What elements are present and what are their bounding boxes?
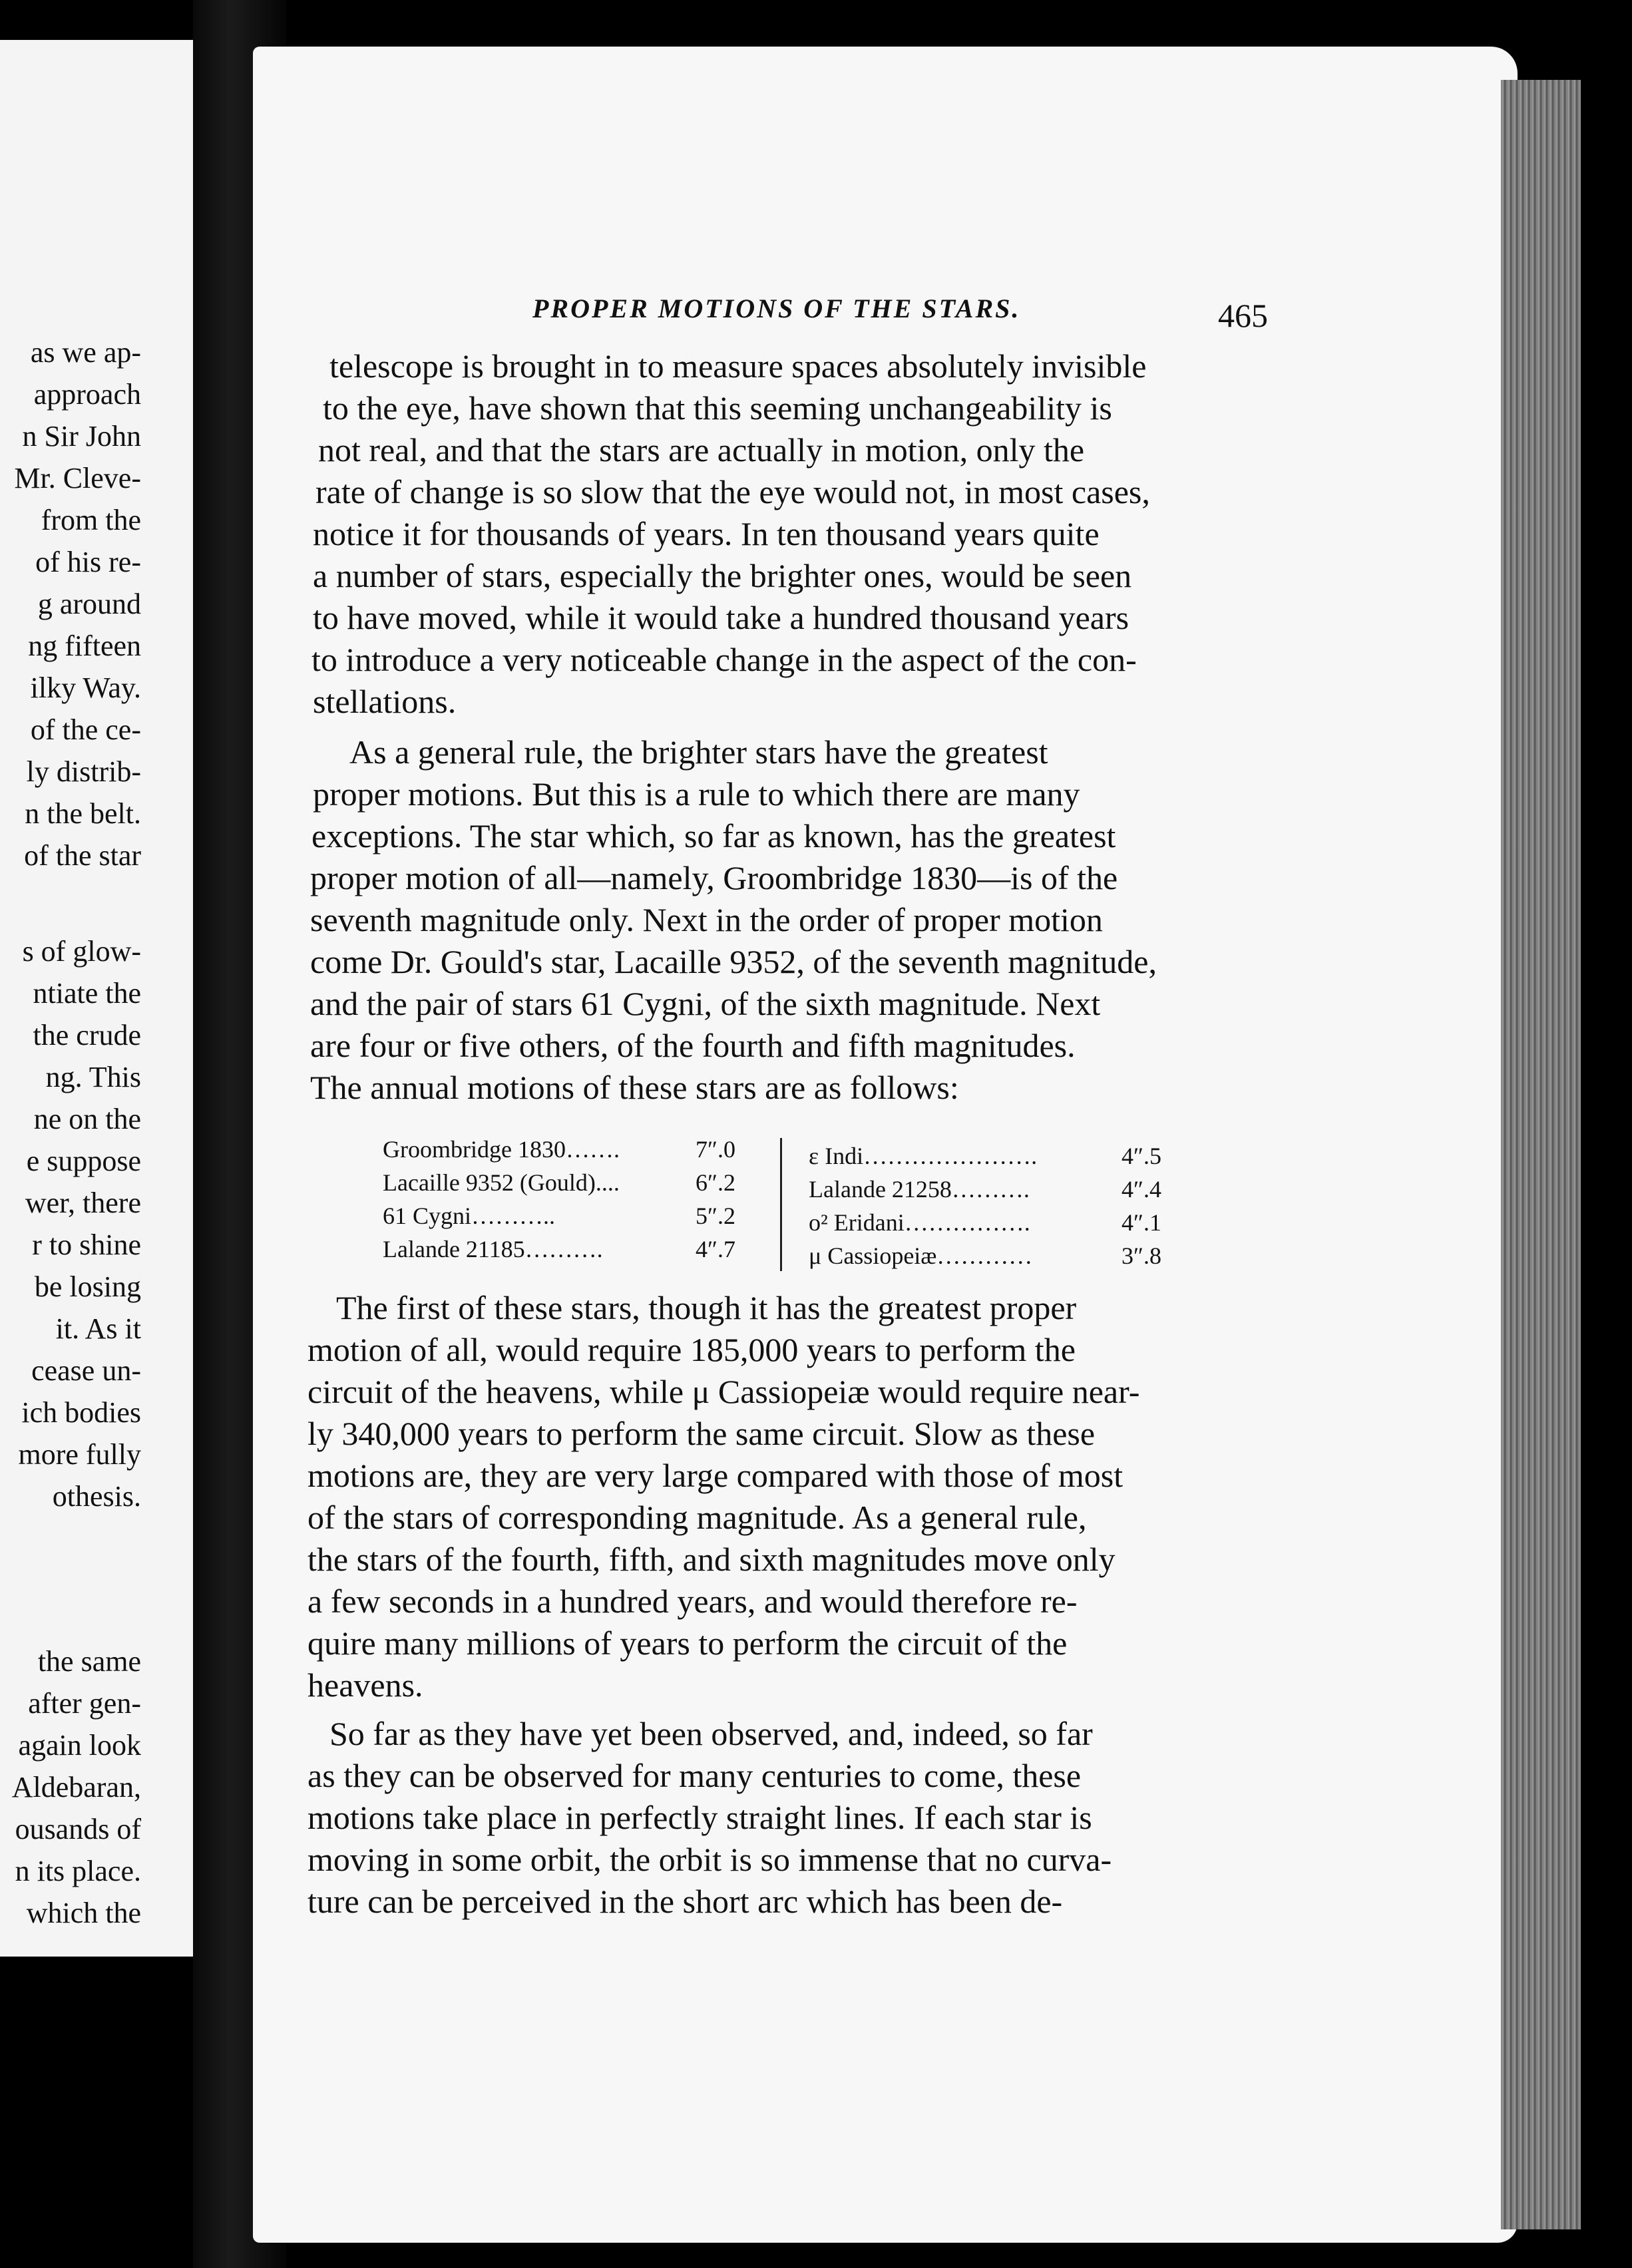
left-page-line: ousands of: [15, 1813, 141, 1845]
body-text-line: the stars of the fourth, fifth, and sixth magnitudes move only: [307, 1541, 1116, 1578]
table-star-motion: 7″.0: [696, 1136, 735, 1163]
left-page-line: after gen-: [28, 1687, 141, 1720]
body-text-line: a number of stars, especially the brighter ones, would be seen: [313, 557, 1132, 594]
body-text-line: as they can be observed for many centuries to come, these: [307, 1757, 1082, 1794]
table-star-name: o² Eridani…………….: [809, 1209, 1030, 1236]
body-text-line: to the eye, have shown that this seeming unchangeability is: [323, 389, 1112, 427]
body-text-line: The annual motions of these stars are as follows:: [310, 1069, 959, 1106]
table-star-motion: 4″.1: [1122, 1209, 1161, 1236]
page-number: 465: [1218, 297, 1268, 334]
left-page-line: ng fifteen: [28, 630, 141, 662]
left-page-line: the crude: [33, 1019, 141, 1051]
running-head-title: PROPER MOTIONS OF THE STARS.: [532, 293, 1021, 323]
body-text-line: stellations.: [313, 683, 457, 720]
left-page-line: of the ce-: [30, 713, 141, 746]
body-text-line: a few seconds in a hundred years, and would therefore re-: [307, 1583, 1078, 1620]
page-edge-stack: [1501, 80, 1581, 2229]
left-page-line: from the: [41, 504, 141, 536]
body-text-line: ture can be perceived in the short arc which has been de-: [307, 1883, 1063, 1920]
body-text-line: ly 340,000 years to perform the same circuit. Slow as these: [307, 1415, 1096, 1452]
body-text-line: not real, and that the stars are actually in motion, only the: [318, 431, 1085, 469]
table-star-motion: 6″.2: [696, 1169, 735, 1196]
left-page-line: be losing: [34, 1270, 141, 1303]
body-text-line: of the stars of corresponding magnitude. As a general rule,: [307, 1499, 1087, 1536]
left-page-line: ne on the: [33, 1103, 141, 1135]
table-star-name: Groombridge 1830…….: [383, 1136, 620, 1163]
body-text-line: come Dr. Gould's star, Lacaille 9352, of the seventh magnitude,: [310, 943, 1157, 980]
body-text-line: seventh magnitude only. Next in the order of proper motion: [310, 901, 1103, 938]
body-text-line: moving in some orbit, the orbit is so immense that no curva-: [307, 1841, 1112, 1878]
table-star-name: μ Cassiopeiæ…………: [809, 1242, 1033, 1269]
body-text-line: notice it for thousands of years. In ten thousand years quite: [313, 515, 1100, 552]
body-text-line: As a general rule, the brighter stars have the greatest: [349, 733, 1048, 771]
body-text-line: The first of these stars, though it has the greatest proper: [336, 1289, 1077, 1326]
left-facing-page: [0, 40, 200, 1957]
table-column-divider: [780, 1138, 782, 1271]
left-page-line: wer, there: [25, 1187, 141, 1219]
left-page-line: cease un-: [31, 1354, 141, 1387]
left-page-line: n Sir John: [22, 420, 141, 453]
left-page-line: ng. This: [45, 1061, 141, 1093]
left-page-line: which the: [26, 1897, 141, 1929]
body-text-line: rate of change is so slow that the eye would not, in most cases,: [315, 473, 1150, 510]
left-page-line: s of glow-: [22, 935, 141, 968]
table-star-name: Lacaille 9352 (Gould)....: [383, 1169, 620, 1196]
body-text-line: motion of all, would require 185,000 years to perform the: [307, 1331, 1076, 1368]
body-text-line: motions are, they are very large compared with those of most: [307, 1457, 1123, 1494]
body-text-line: proper motions. But this is a rule to which there are many: [313, 775, 1080, 813]
left-page-line: r to shine: [32, 1228, 141, 1261]
left-page-line: g around: [37, 588, 141, 620]
left-page-line: n the belt.: [25, 797, 141, 830]
body-text-line: to have moved, while it would take a hundred thousand years: [313, 599, 1129, 636]
left-page-line: n its place.: [15, 1855, 141, 1887]
body-text-line: heavens.: [307, 1666, 423, 1704]
table-star-motion: 4″.7: [696, 1236, 735, 1262]
left-page-line: ly distrib-: [26, 755, 141, 788]
left-page-line: othesis.: [52, 1480, 141, 1513]
body-text-line: quire many millions of years to perform the circuit of the: [307, 1624, 1068, 1662]
body-text-line: are four or five others, of the fourth and fifth magnitudes.: [310, 1027, 1076, 1064]
left-page-line: it. As it: [55, 1312, 141, 1345]
left-page-line: e suppose: [26, 1145, 141, 1177]
table-star-name: 61 Cygni………..: [383, 1203, 556, 1229]
table-star-name: Lalande 21258……….: [809, 1176, 1030, 1203]
left-page-line: of his re-: [35, 546, 141, 578]
left-page-line: ntiate the: [33, 977, 141, 1010]
left-page-line: ich bodies: [21, 1396, 141, 1429]
left-page-line: again look: [18, 1729, 141, 1762]
left-page-line: approach: [33, 378, 141, 411]
table-star-motion: 4″.5: [1122, 1143, 1161, 1169]
body-text-line: to introduce a very noticeable change in the aspect of the con-: [311, 641, 1137, 678]
body-text-line: So far as they have yet been observed, and, indeed, so far: [329, 1715, 1093, 1752]
left-page-line: ilky Way.: [30, 671, 141, 704]
body-text-line: proper motion of all—namely, Groombridge 1830—is of the: [310, 859, 1118, 896]
table-star-motion: 5″.2: [696, 1203, 735, 1229]
left-page-line: the same: [37, 1645, 141, 1678]
left-page-line: more fully: [18, 1438, 141, 1471]
table-star-motion: 4″.4: [1122, 1176, 1161, 1203]
left-page-line: Aldebaran,: [11, 1771, 141, 1803]
body-text-line: and the pair of stars 61 Cygni, of the sixth magnitude. Next: [310, 985, 1101, 1022]
body-text-line: motions take place in perfectly straight lines. If each star is: [307, 1799, 1092, 1836]
table-star-motion: 3″.8: [1122, 1242, 1161, 1269]
table-star-name: Lalande 21185……….: [383, 1236, 603, 1262]
body-text-line: exceptions. The star which, so far as known, has the greatest: [311, 817, 1116, 854]
left-page-line: as we ap-: [30, 336, 141, 369]
left-page-line: of the star: [24, 839, 141, 872]
table-star-name: ε Indi………………….: [809, 1143, 1038, 1169]
body-text-line: circuit of the heavens, while μ Cassiopeiæ would require near-: [307, 1373, 1140, 1410]
left-page-line: Mr. Cleve-: [14, 462, 141, 494]
body-text-line: telescope is brought in to measure spaces absolutely invisible: [329, 347, 1147, 385]
